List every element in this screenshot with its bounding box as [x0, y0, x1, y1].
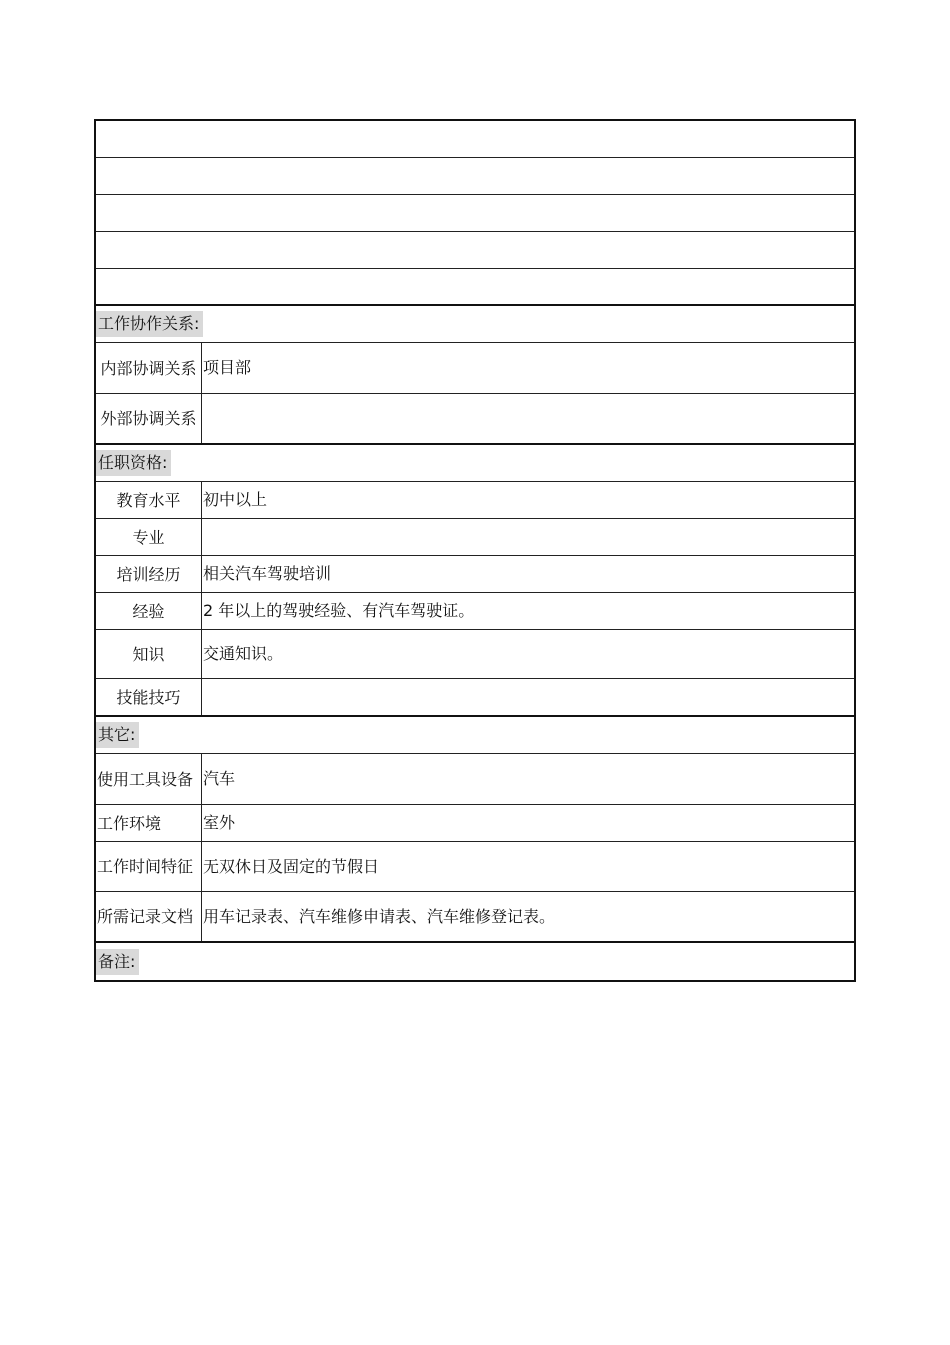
- row-label: 工作时间特征: [96, 842, 202, 891]
- section-title: 其它:: [96, 722, 139, 748]
- qualification-row: [96, 482, 854, 519]
- row-label: 工作环境: [96, 805, 202, 841]
- row-value: 项目部: [203, 358, 252, 377]
- qualifications-section-header: [96, 445, 854, 482]
- row-value: 无双休日及固定的节假日: [203, 856, 380, 876]
- row-value: 初中以上: [203, 490, 268, 509]
- job-description-form: [94, 119, 856, 982]
- row-label: 外部协调关系: [96, 394, 202, 443]
- external-coordination-row: [96, 394, 854, 445]
- row-label: 教育水平: [96, 482, 202, 518]
- row-value: 用车记录表、汽车维修申请表、汽车维修登记表。: [203, 906, 556, 926]
- row-value: [202, 394, 854, 443]
- qualification-row: [96, 593, 854, 630]
- other-row: [96, 842, 854, 892]
- row-value: 交通知识。: [203, 644, 284, 663]
- other-row: [96, 754, 854, 805]
- blank-row: [96, 195, 854, 232]
- row-label: 内部协调关系: [96, 343, 202, 393]
- row-label: 使用工具设备: [96, 754, 202, 804]
- row-label: 知识: [96, 630, 202, 678]
- qualification-row: [96, 519, 854, 556]
- qualification-row: [96, 556, 854, 593]
- row-value: [202, 679, 854, 715]
- section-title: 工作协作关系:: [96, 311, 203, 337]
- row-value: 相关汽车驾驶培训: [203, 564, 332, 583]
- other-row: [96, 805, 854, 842]
- row-label: 经验: [96, 593, 202, 629]
- section-title: 备注:: [96, 949, 139, 975]
- blank-row: [96, 269, 854, 306]
- row-label: 所需记录文档: [96, 892, 202, 941]
- blank-row: [96, 121, 854, 158]
- blank-row: [96, 232, 854, 269]
- blank-row: [96, 158, 854, 195]
- row-label: 专业: [96, 519, 202, 555]
- internal-coordination-row: [96, 343, 854, 394]
- section-title: 任职资格:: [96, 450, 171, 476]
- other-section-header: [96, 717, 854, 754]
- row-label: 技能技巧: [96, 679, 202, 715]
- qualification-row: [96, 630, 854, 679]
- row-value: [202, 519, 854, 555]
- remarks-section-header: [96, 943, 854, 980]
- other-row: [96, 892, 854, 943]
- row-value: 2 年以上的驾驶经验、有汽车驾驶证。: [203, 601, 475, 620]
- row-value: 汽车: [203, 769, 236, 788]
- row-value: 室外: [203, 813, 236, 832]
- collaboration-section-header: [96, 306, 854, 343]
- row-label: 培训经历: [96, 556, 202, 592]
- qualification-row: [96, 679, 854, 717]
